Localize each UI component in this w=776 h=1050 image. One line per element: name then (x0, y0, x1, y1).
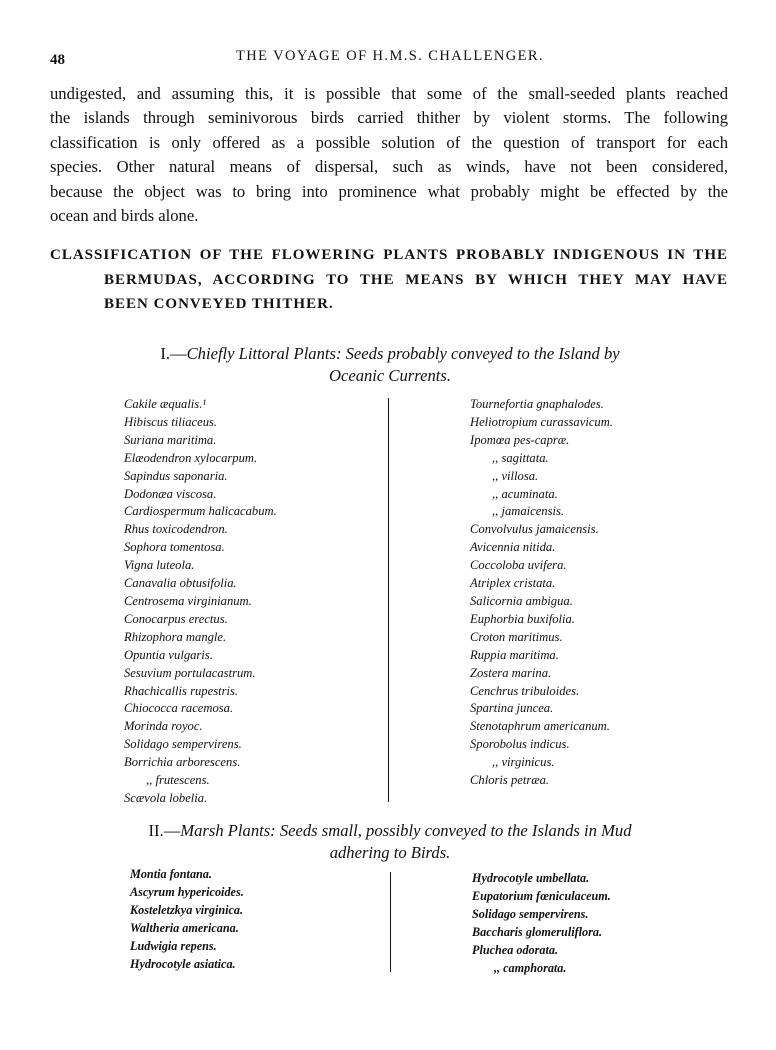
intro-line: undigested, and assuming this, it is possible that some of the small-seeded plants reached (50, 84, 728, 103)
plant-name: ,, sagittata. (492, 450, 549, 465)
plant-name: Solidago sempervirens. (472, 906, 589, 921)
plant-name: Coccoloba uvifera. (470, 558, 567, 573)
classification-title-line: BERMUDAS, ACCORDING TO THE MEANS BY WHICH THEY MAY HAVE (104, 271, 728, 288)
section-1-heading (100, 343, 680, 387)
plant-name: Ruppia maritima. (470, 647, 559, 662)
plant-name: Scævola lobelia. (124, 790, 208, 805)
section-1-right-list (470, 396, 613, 790)
plant-name: Rhus toxicodendron. (124, 522, 228, 537)
section-2-title-line2: adhering to Birds. (329, 843, 451, 862)
intro-line: classification is only offered as a possible solution of the question of transport for each (50, 132, 728, 152)
plant-name: Conocarpus erectus. (124, 611, 228, 626)
plant-name: Cardiospermum halicacabum. (124, 504, 277, 519)
plant-name: Convolvulus jamaicensis. (470, 522, 599, 537)
plant-name: Eupatorium fœniculaceum. (472, 888, 611, 903)
section-1-title-line1: Chiefly Littoral Plants: Seeds probably conveyed to the Island by (186, 344, 620, 363)
plant-name: Euphorbia buxifolia. (470, 611, 575, 626)
plant-name: Rhachicallis rupestris. (124, 683, 239, 698)
intro-paragraph (50, 82, 728, 228)
section-1-title-line2: Oceanic Currents. (329, 366, 451, 385)
plant-name: Sophora tomentosa. (124, 540, 225, 555)
classification-title (50, 243, 728, 317)
plant-name: Rhizophora mangle. (124, 629, 227, 644)
page-number: 48 (50, 52, 65, 68)
plant-name: Heliotropium curassavicum. (470, 414, 613, 429)
plant-name: Avicennia nitida. (470, 540, 556, 555)
plant-name: Waltheria americana. (130, 920, 239, 935)
intro-line: ocean and birds alone. (50, 206, 199, 226)
intro-line: species. Other natural means of dispersal, such as winds, have not been considered, (50, 157, 728, 177)
plant-name: ,, frutescens. (146, 773, 210, 788)
plant-name: Sporobolus indicus. (470, 737, 570, 752)
plant-name: Dodonæa viscosa. (124, 486, 217, 501)
section-2-title-line1: Marsh Plants: Seeds small, possibly conveyed to the Islands in Mud (180, 821, 632, 840)
plant-name: Atriplex cristata. (470, 576, 556, 591)
plant-name: Spartina juncea. (470, 701, 554, 716)
intro-line: because the object was to bring into prominence what probably might be effected by the (50, 181, 728, 201)
section-2-heading (100, 820, 680, 864)
section-1-left-list (124, 396, 277, 808)
plant-name: Borrichia arborescens. (124, 755, 241, 770)
plant-name: ,, virginicus. (492, 755, 555, 770)
plant-name: ,, acuminata. (492, 486, 558, 501)
plant-name: Ipomœa pes-capræ. (470, 432, 570, 447)
plant-name: Canavalia obtusifolia. (124, 576, 237, 591)
section-2-number: II.— (148, 821, 181, 840)
section-2-left-list (130, 866, 244, 973)
plant-name: Pluchea odorata. (472, 942, 558, 957)
plant-name: Suriana maritima. (124, 432, 217, 447)
plant-name: Ascyrum hypericoides. (130, 884, 244, 899)
plant-name: Solidago sempervirens. (124, 737, 242, 752)
plant-name: Chiococca racemosa. (124, 701, 234, 716)
plant-name: Montia fontana. (130, 867, 212, 881)
column-divider (390, 872, 391, 972)
section-1-number: I.— (160, 344, 187, 363)
plant-name: Kosteletzkya virginica. (130, 902, 244, 917)
plant-name: Hydrocotyle umbellata. (472, 871, 590, 885)
plant-name: Tournefortia gnaphalodes. (470, 397, 604, 411)
plant-name: Salicornia ambigua. (470, 593, 573, 608)
plant-name: Hydrocotyle asiatica. (130, 956, 236, 971)
plant-name: Cenchrus tribuloides. (470, 683, 580, 698)
plant-name: ,, villosa. (492, 468, 539, 483)
classification-title-line: BEEN CONVEYED THITHER. (104, 296, 334, 312)
plant-name: Chloris petræa. (470, 773, 550, 788)
plant-name: Centrosema virginianum. (124, 593, 252, 608)
plant-name: Elæodendron xylocarpum. (124, 450, 258, 465)
page-header (50, 44, 730, 72)
plant-name: Hibiscus tiliaceus. (124, 414, 218, 429)
column-divider (388, 398, 389, 802)
plant-name: ,, jamaicensis. (492, 504, 565, 519)
plant-name: Vigna luteola. (124, 558, 195, 573)
plant-name: Morinda royoc. (124, 719, 203, 734)
plant-name: Sesuvium portulacastrum. (124, 665, 256, 680)
section-2-right-list (472, 870, 611, 977)
running-title: THE VOYAGE OF H.M.S. CHALLENGER. (236, 48, 544, 64)
plant-name: Sapindus saponaria. (124, 468, 228, 483)
plant-name: ,, camphorata. (494, 960, 567, 975)
plant-name: Stenotaphrum americanum. (470, 719, 610, 734)
plant-name: Ludwigia repens. (130, 938, 217, 953)
plant-name: Baccharis glomeruliflora. (472, 924, 603, 939)
plant-name: Opuntia vulgaris. (124, 647, 213, 662)
plant-name: Zostera marina. (470, 665, 552, 680)
classification-title-line: CLASSIFICATION OF THE FLOWERING PLANTS PROBABLY INDIGENOUS IN THE (50, 247, 728, 263)
intro-line: the islands through seminivorous birds carried thither by violent storms. The following (50, 108, 728, 128)
plant-name: Croton maritimus. (470, 629, 563, 644)
plant-name: Cakile æqualis.¹ (124, 397, 207, 411)
